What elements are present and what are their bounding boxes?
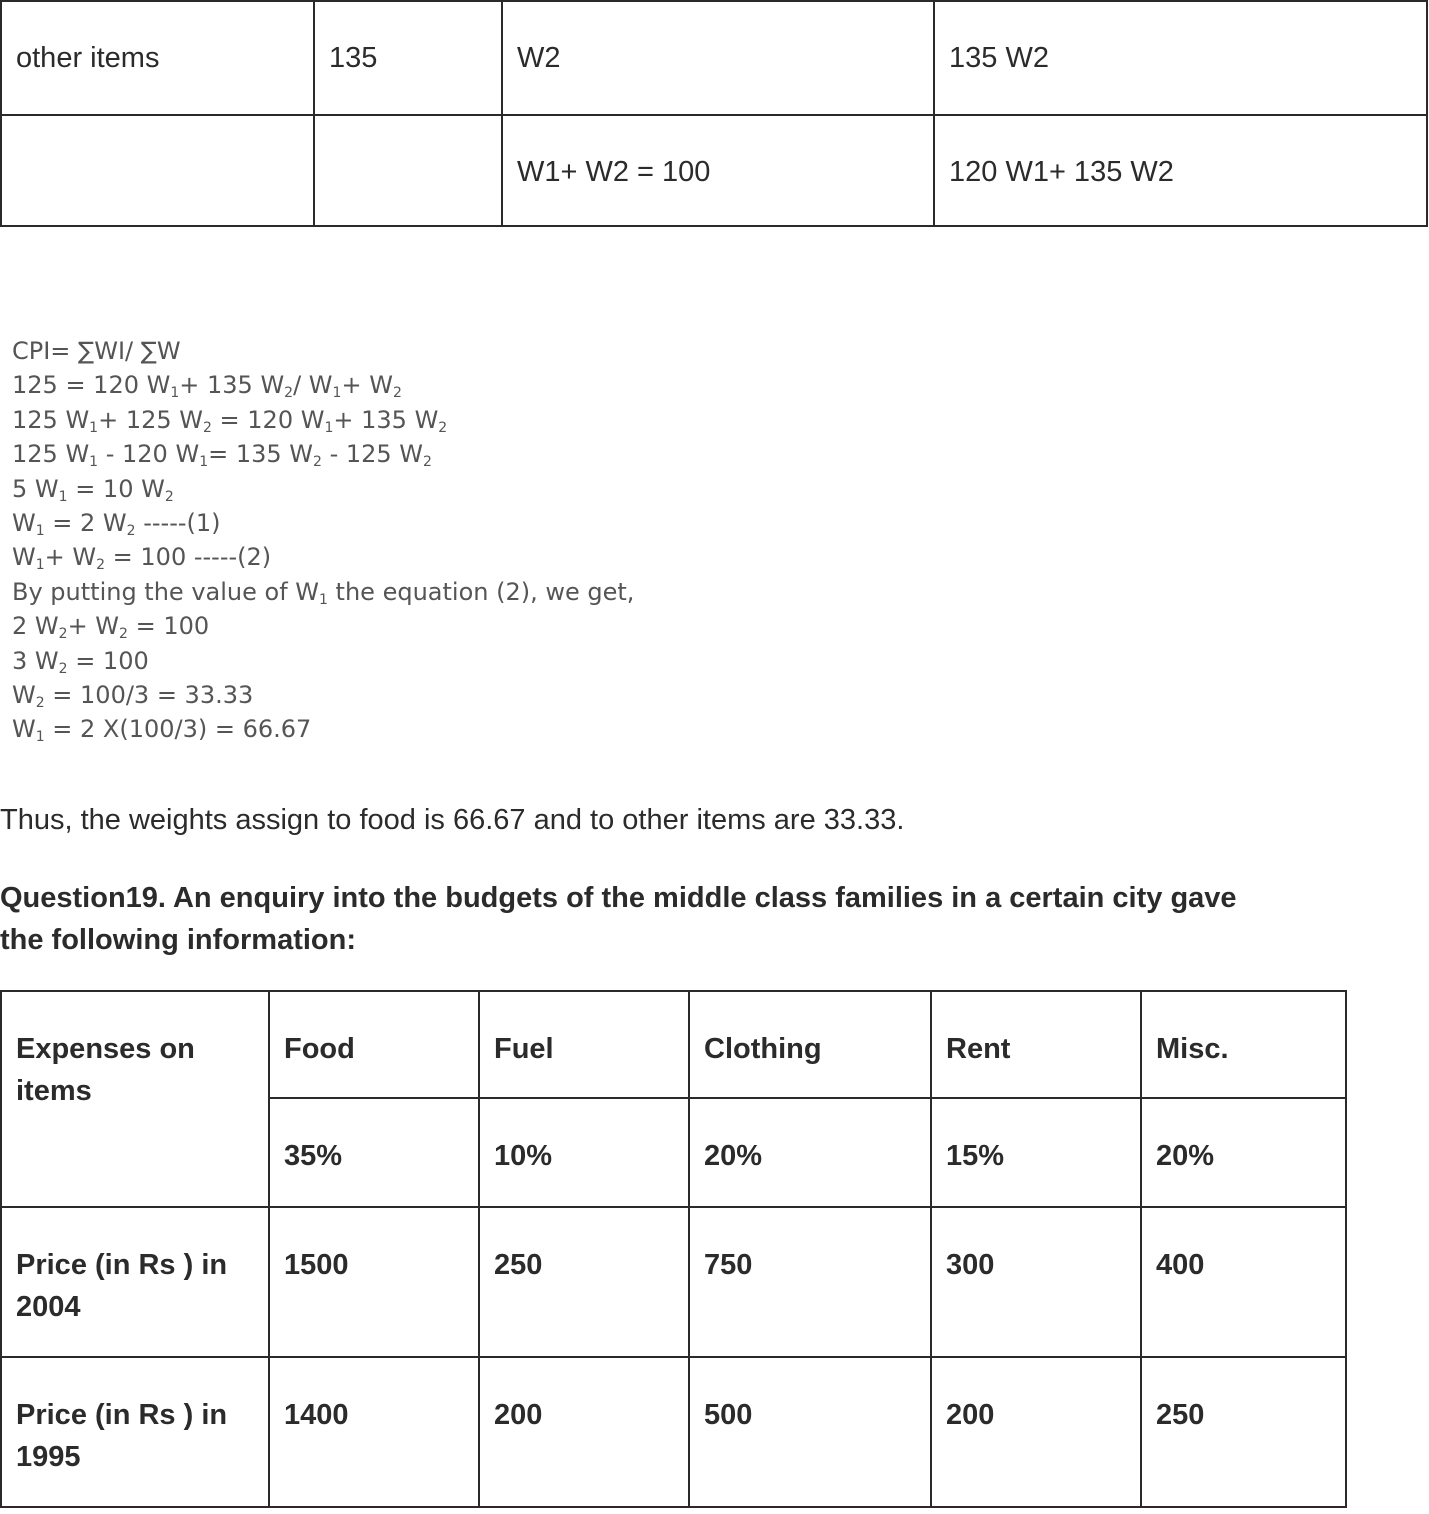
item-header-cell: Rent: [931, 991, 1141, 1098]
solution-line: 5 $W_1 = 10$ $W_2$: [12, 474, 174, 505]
row-header-cell: Price (in Rs ) in 1995: [1, 1357, 269, 1507]
table-row: [1, 991, 1346, 1098]
table-cell: 135: [314, 1, 502, 115]
solution-line: $W_1 = 2$ X(100/3) = 66.67: [12, 715, 312, 746]
price-cell: 300: [931, 1207, 1141, 1357]
solution-line: $W_2 = 100/3 = 33.33$: [12, 681, 254, 712]
table-cell: W1+ W2 = 100: [502, 115, 934, 226]
weight-cell: 20%: [689, 1098, 931, 1207]
price-cell: 200: [479, 1357, 689, 1507]
item-header-cell: Misc.: [1141, 991, 1346, 1098]
price-cell: 400: [1141, 1207, 1346, 1357]
row-header-cell: Expenses on items: [1, 991, 269, 1207]
table-row: [1, 1357, 1346, 1507]
table-row: [1, 1207, 1346, 1357]
weight-cell: 10%: [479, 1098, 689, 1207]
table-row: [1, 1, 1427, 115]
question-heading: Question19. An enquiry into the budgets of the middle class families in a certain city gave the following information:: [0, 882, 1237, 956]
price-cell: 750: [689, 1207, 931, 1357]
solution-line: 2 $W_2+ W_2 = 100$: [12, 612, 210, 643]
table-cell: W2: [502, 1, 934, 115]
table-cell: 120 W1+ 135 W2: [934, 115, 1427, 226]
weight-cell: 15%: [931, 1098, 1141, 1207]
table-cell: 135 W2: [934, 1, 1427, 115]
solution-line: 125 $W_1+ 125$ $W_2 = 120$ $W_1+ 135$ $W_2$: [12, 405, 448, 436]
solution-line: 125 $W_1 - 120$ $W_1= 135$ $W_2 - 125$ $W_2$: [12, 440, 432, 471]
item-header-cell: Food: [269, 991, 479, 1098]
table-cell: [1, 115, 314, 226]
price-cell: 1400: [269, 1357, 479, 1507]
item-header-cell: Clothing: [689, 991, 931, 1098]
solution-line: 125 = 120 $W_1+ 135$ $W_2/$ $W_1+ W_2$: [12, 371, 402, 402]
solution-line: CPI= ∑WI/ ∑W: [12, 337, 181, 365]
solution-line: 3 $W_2 = 100$: [12, 646, 149, 677]
solution-line: $W_1 = 2$ $W_2$ -----(1): [12, 509, 221, 540]
price-cell: 1500: [269, 1207, 479, 1357]
price-cell: 250: [1141, 1357, 1346, 1507]
table-row: [1, 115, 1427, 226]
price-cell: 200: [931, 1357, 1141, 1507]
price-cell: 500: [689, 1357, 931, 1507]
price-cell: 250: [479, 1207, 689, 1357]
solution-line: By putting the value of $W_1$ the equation (2), we get,: [12, 577, 635, 608]
weights-table: [0, 0, 1428, 227]
table-cell: other items: [1, 1, 314, 115]
item-header-cell: Fuel: [479, 991, 689, 1098]
weight-cell: 35%: [269, 1098, 479, 1207]
table-cell: [314, 115, 502, 226]
budget-table: [0, 990, 1347, 1508]
solution-line: $W_1+ W_2 = 100$ -----(2): [12, 543, 272, 574]
row-header-cell: Price (in Rs ) in 2004: [1, 1207, 269, 1357]
conclusion-text: Thus, the weights assign to food is 66.67 and to other items are 33.33.: [0, 804, 905, 836]
solution-steps: [12, 334, 672, 747]
weight-cell: 20%: [1141, 1098, 1346, 1207]
